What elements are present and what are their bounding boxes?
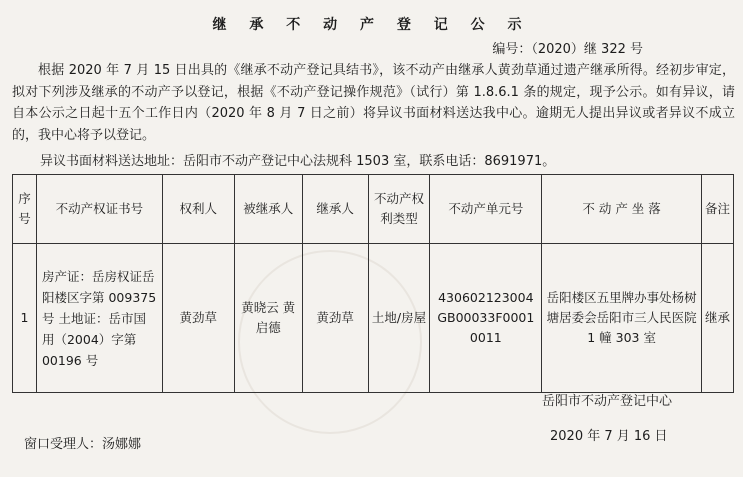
cell-decedent: 黄晓云 黄启德: [234, 244, 302, 393]
header-unit-no: 不动产单元号: [430, 175, 542, 244]
document-number: 编号：（2020）继 322 号: [492, 42, 643, 57]
header-note: 备注: [701, 175, 733, 244]
notice-title: 继 承 不 动 产 登 记 公 示: [212, 17, 531, 33]
header-heir: 继承人: [302, 175, 368, 244]
header-seq: 序号: [13, 175, 37, 244]
header-owner: 权利人: [162, 175, 234, 244]
header-decedent: 被继承人: [234, 175, 302, 244]
window-receiver: 窗口受理人：汤娜娜: [24, 437, 142, 452]
cell-right-type: 土地/房屋: [368, 244, 430, 393]
issuing-org: 岳阳市不动产登记中心: [542, 394, 673, 409]
cell-cert: 房产证：岳房权证岳阳楼区字第 009375 号 土地证：岳市国用（2004）字第 00196 号: [36, 244, 162, 393]
cell-note: 继承: [701, 244, 733, 393]
table-row: [13, 244, 734, 393]
header-cert: 不动产权证书号: [36, 175, 162, 244]
objection-address: 异议书面材料送达地址：岳阳市不动产登记中心法规科 1503 室，联系电话：8691971。: [40, 154, 556, 169]
cell-unit-no: 430602123004GB00033F00010011: [430, 244, 542, 393]
header-location: 不 动 产 坐 落: [542, 175, 702, 244]
cell-seq: 1: [13, 244, 37, 393]
cell-owner: 黄劲草: [162, 244, 234, 393]
registration-table: [12, 174, 734, 393]
notice-body: 根据 2020 年 7 月 15 日出具的《继承不动产登记具结书》，该不动产由继承人黄劲草通过遗产继承所得。经初步审定， 拟对下列涉及继承的不动产予以登记，根据《不动产登记操作规范》（试行）第 1.8.6.1 条的规定，现予公示。如有异议，请自本公示之日起十五个工作日内（2020 年 8 月 7 日之前）将异议书面材料送达我中心。逾期无人提出异议或者异议不成立的，我中心将予以登记。: [12, 63, 735, 143]
table-header-row: [13, 175, 734, 244]
issue-date: 2020 年 7 月 16 日: [550, 429, 668, 444]
header-right-type: 不动产权利类型: [368, 175, 430, 244]
cell-heir: 黄劲草: [302, 244, 368, 393]
cell-location: 岳阳楼区五里牌办事处杨树塘居委会岳阳市三人民医院 1 幢 303 室: [542, 244, 702, 393]
